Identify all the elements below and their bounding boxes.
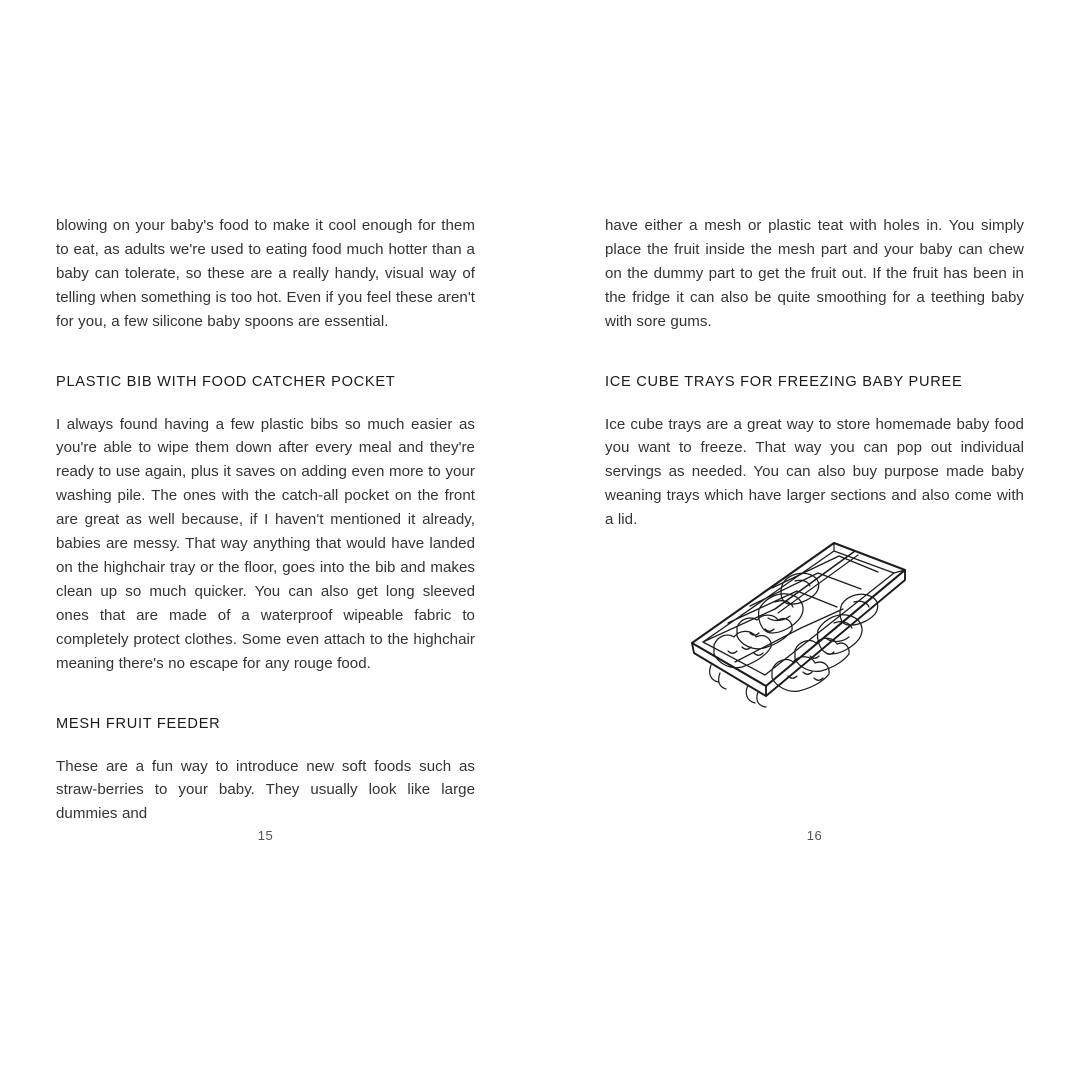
page-right bbox=[605, 214, 1024, 532]
page-left bbox=[56, 214, 475, 826]
heading-plastic-bib-with-food-catcher-pocket: PLASTIC BIB WITH FOOD CATCHER POCKET bbox=[56, 373, 396, 390]
spacer bbox=[605, 334, 1024, 372]
paragraph-mesh-fruit-feeder: These are a fun way to introduce new soft foods such as straw-berries to your baby. They usually look like large dummies and bbox=[56, 757, 475, 823]
spacer bbox=[56, 392, 475, 413]
spacer bbox=[56, 334, 475, 372]
right-continued-paragraph: have either a mesh or plastic teat with holes in. You simply place the fruit inside the mesh part and your baby can chew on the dummy part to get the fruit out. If the fruit has been in the fridge it can also be quite smoothing for a teething baby with sore gums. bbox=[605, 217, 1024, 330]
heading-mesh-fruit-feeder: MESH FRUIT FEEDER bbox=[56, 715, 221, 732]
page-number-left: 15 bbox=[257, 828, 274, 843]
spacer bbox=[56, 676, 475, 714]
page-number-right: 16 bbox=[806, 828, 823, 843]
paragraph-ice-cube-trays-for-freezing-baby-puree: Ice cube trays are a great way to store homemade baby food you want to freeze. That way you can pop out individual servings as needed. You can also buy purpose made baby weaning trays which have larger sections and also come with a lid. bbox=[605, 415, 1024, 529]
spacer bbox=[605, 392, 1024, 413]
paragraph-plastic-bib-with-food-catcher-pocket: I always found having a few plastic bibs so much easier as you're able to wipe them down after every meal and they're ready to use again, plus it saves on adding even more to your washing pile. The ones with the catch-all pocket on the front are great as well because, if I haven't mentioned it already, babies are messy. That way anything that would have landed on the highchair tray or the floor, goes into the bib and makes clean up so much quicker. You can also get long sleeved ones that are made of a waterproof wipeable fabric to completely protect clothes. Some even attach to the highchair meaning there's no escape for any rouge food. bbox=[56, 415, 475, 672]
left-continued-paragraph: blowing on your baby's food to make it cool enough for them to eat, as adults we're used to eating food much hotter than a baby can tolerate, so these are a really handy, visual way of telling when something is too hot. Even if you feel these aren't for you, a few silicone baby spoons are essential. bbox=[56, 217, 475, 330]
heading-ice-cube-trays-for-freezing-baby-puree: ICE CUBE TRAYS FOR FREEZING BABY PUREE bbox=[605, 373, 963, 390]
spacer bbox=[56, 734, 475, 755]
ice-cube-tray-illustration bbox=[662, 523, 932, 708]
